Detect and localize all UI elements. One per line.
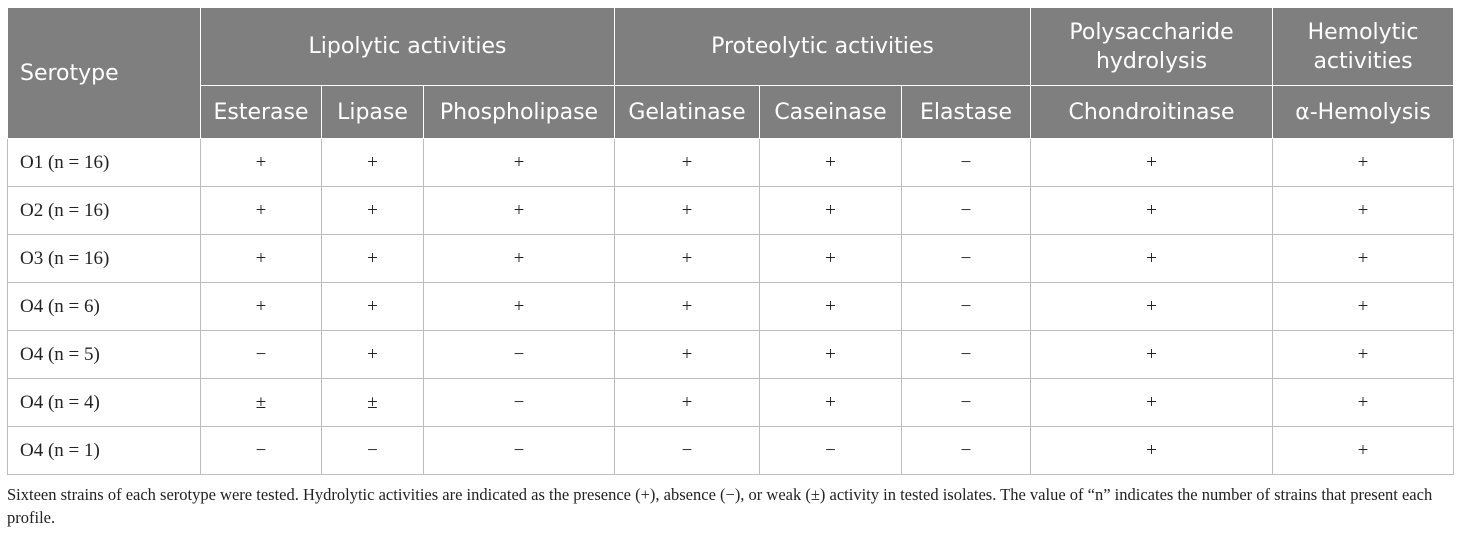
row-serotype: O3 (n = 16) [8, 235, 201, 283]
row-serotype: O4 (n = 1) [8, 427, 201, 475]
column-header-esterase: Esterase [201, 86, 322, 139]
table-row [8, 427, 1454, 475]
table-cell: − [902, 235, 1031, 283]
table-cell: − [322, 427, 424, 475]
table-row [8, 379, 1454, 427]
table-cell: + [424, 187, 615, 235]
table-cell: + [760, 331, 902, 379]
table-cell: + [615, 187, 760, 235]
table-cell: + [615, 235, 760, 283]
table-cell: + [1031, 283, 1273, 331]
table-cell: ± [201, 379, 322, 427]
table-cell: − [201, 427, 322, 475]
table-cell: + [1031, 187, 1273, 235]
row-serotype: O2 (n = 16) [8, 187, 201, 235]
table-cell: + [322, 331, 424, 379]
table-container [7, 7, 1453, 546]
table-cell: − [902, 139, 1031, 187]
table-cell: + [1273, 235, 1454, 283]
table-cell: − [902, 379, 1031, 427]
table-cell: − [760, 427, 902, 475]
table-cell: + [1273, 379, 1454, 427]
table-cell: + [1273, 283, 1454, 331]
table-cell: − [424, 427, 615, 475]
table-cell: + [760, 139, 902, 187]
table-footnote: Sixteen strains of each serotype were tested. Hydrolytic activities are indicated as the presence (+), absence (−), or weak (±) activity in tested isolates. The value of “n” indicates the number of strains that present each profile. [7, 485, 1433, 527]
table-cell: − [424, 379, 615, 427]
header-polysaccharide: Polysaccharide hydrolysis [1031, 8, 1273, 86]
table-cell: + [1031, 235, 1273, 283]
table-row [8, 283, 1454, 331]
column-header-lipase: Lipase [322, 86, 424, 139]
table-cell: + [1031, 379, 1273, 427]
table-row [8, 139, 1454, 187]
table-cell: − [902, 331, 1031, 379]
row-serotype: O4 (n = 4) [8, 379, 201, 427]
column-header-chondroitinase: Chondroitinase [1031, 86, 1273, 139]
header-row-columns [8, 86, 1454, 139]
table-cell: − [902, 187, 1031, 235]
table-cell: + [424, 235, 615, 283]
column-header-elastase: Elastase [902, 86, 1031, 139]
header-hemolytic: Hemolytic activities [1273, 8, 1454, 86]
table-cell: + [424, 283, 615, 331]
table-cell: + [1273, 427, 1454, 475]
table-cell: + [615, 379, 760, 427]
column-header-alpha-hemolysis: α-Hemolysis [1273, 86, 1454, 139]
column-header-caseinase: Caseinase [760, 86, 902, 139]
table-body [8, 139, 1454, 475]
row-serotype: O1 (n = 16) [8, 139, 201, 187]
table-cell: − [424, 331, 615, 379]
column-header-gelatinase: Gelatinase [615, 86, 760, 139]
table-cell: + [760, 283, 902, 331]
table-cell: + [424, 139, 615, 187]
table-cell: + [201, 187, 322, 235]
table-cell: + [1031, 427, 1273, 475]
table-cell: − [615, 427, 760, 475]
table-row [8, 235, 1454, 283]
table-cell: + [1273, 139, 1454, 187]
table-cell: + [1273, 331, 1454, 379]
table-cell: + [322, 187, 424, 235]
table-cell: + [615, 283, 760, 331]
table-cell: + [1273, 187, 1454, 235]
table-cell: + [322, 139, 424, 187]
table-cell: + [322, 283, 424, 331]
table-cell: + [201, 283, 322, 331]
table-cell: + [760, 235, 902, 283]
hydrolytic-activity-table [7, 7, 1454, 475]
table-row [8, 187, 1454, 235]
table-cell: + [615, 331, 760, 379]
table-cell: − [201, 331, 322, 379]
header-row-groups [8, 8, 1454, 86]
header-serotype: Serotype [8, 8, 201, 139]
table-cell: + [760, 187, 902, 235]
table-cell: + [1031, 331, 1273, 379]
table-cell: − [902, 427, 1031, 475]
header-lipolytic: Lipolytic activities [201, 8, 615, 86]
table-cell: + [322, 235, 424, 283]
table-cell: + [615, 139, 760, 187]
table-cell: ± [322, 379, 424, 427]
table-cell: − [902, 283, 1031, 331]
header-proteolytic: Proteolytic activities [615, 8, 1031, 86]
column-header-phospholipase: Phospholipase [424, 86, 615, 139]
row-serotype: O4 (n = 6) [8, 283, 201, 331]
table-cell: + [201, 139, 322, 187]
table-cell: + [1031, 139, 1273, 187]
table-cell: + [201, 235, 322, 283]
table-row [8, 331, 1454, 379]
row-serotype: O4 (n = 5) [8, 331, 201, 379]
table-cell: + [760, 379, 902, 427]
